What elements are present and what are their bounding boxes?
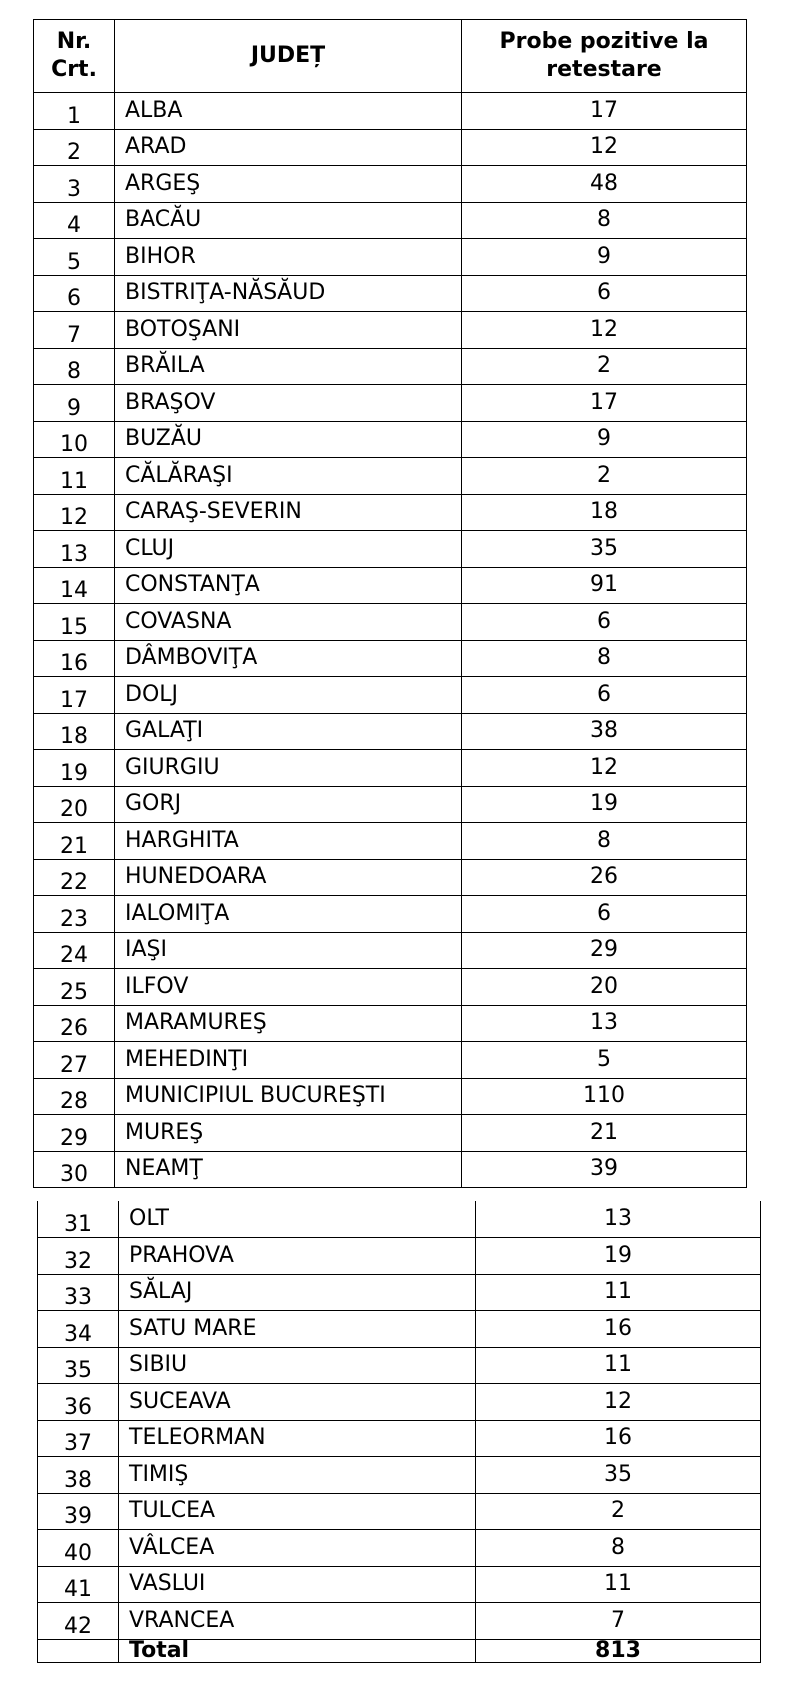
row-value-cell: 35 bbox=[476, 1457, 761, 1494]
table-row bbox=[34, 531, 747, 568]
row-judet-cell: GORJ bbox=[115, 786, 462, 823]
row-value-cell: 11 bbox=[476, 1274, 761, 1311]
row-value-cell: 26 bbox=[462, 859, 747, 896]
table-row bbox=[34, 458, 747, 495]
row-judet-cell: CARAŞ-SEVERIN bbox=[115, 494, 462, 531]
row-value-cell: 8 bbox=[462, 640, 747, 677]
row-nr-cell: 13 bbox=[34, 531, 115, 568]
table-row bbox=[38, 1384, 761, 1421]
table-row bbox=[38, 1530, 761, 1567]
table-row bbox=[34, 385, 747, 422]
row-value-cell: 7 bbox=[476, 1603, 761, 1640]
row-judet-cell: GIURGIU bbox=[115, 750, 462, 787]
row-judet-cell: VASLUI bbox=[119, 1566, 476, 1603]
table-row bbox=[34, 969, 747, 1006]
table-row bbox=[34, 786, 747, 823]
row-nr-cell: 34 bbox=[38, 1311, 119, 1348]
row-value-cell: 12 bbox=[462, 129, 747, 166]
row-nr-cell: 26 bbox=[34, 1005, 115, 1042]
row-value-cell: 2 bbox=[462, 348, 747, 385]
table-row bbox=[34, 275, 747, 312]
row-nr-cell: 27 bbox=[34, 1042, 115, 1079]
row-nr-cell: 8 bbox=[34, 348, 115, 385]
row-nr-cell: 38 bbox=[38, 1457, 119, 1494]
row-value-cell: 16 bbox=[476, 1311, 761, 1348]
table-row bbox=[34, 896, 747, 933]
row-value-cell: 9 bbox=[462, 239, 747, 276]
row-value-cell: 6 bbox=[462, 677, 747, 714]
row-value-cell: 8 bbox=[476, 1530, 761, 1567]
row-nr-cell: 18 bbox=[34, 713, 115, 750]
row-judet-cell: VÂLCEA bbox=[119, 1530, 476, 1567]
row-judet-cell: TELEORMAN bbox=[119, 1420, 476, 1457]
row-nr-cell: 15 bbox=[34, 604, 115, 641]
total-label: Total bbox=[119, 1639, 476, 1662]
row-nr-cell: 33 bbox=[38, 1274, 119, 1311]
table-row bbox=[34, 421, 747, 458]
table-row bbox=[38, 1457, 761, 1494]
row-judet-cell: SUCEAVA bbox=[119, 1384, 476, 1421]
row-nr-cell: 5 bbox=[34, 239, 115, 276]
row-judet-cell: BACĂU bbox=[115, 202, 462, 239]
row-judet-cell: MARAMUREŞ bbox=[115, 1005, 462, 1042]
row-nr-cell: 20 bbox=[34, 786, 115, 823]
row-judet-cell: SATU MARE bbox=[119, 1311, 476, 1348]
row-value-cell: 12 bbox=[476, 1384, 761, 1421]
row-nr-cell: 30 bbox=[34, 1151, 115, 1188]
row-value-cell: 17 bbox=[462, 385, 747, 422]
row-value-cell: 6 bbox=[462, 604, 747, 641]
row-nr-cell: 7 bbox=[34, 312, 115, 349]
row-nr-cell: 17 bbox=[34, 677, 115, 714]
row-judet-cell: TIMIŞ bbox=[119, 1457, 476, 1494]
row-nr-cell: 6 bbox=[34, 275, 115, 312]
row-judet-cell: SĂLAJ bbox=[119, 1274, 476, 1311]
row-nr-cell: 32 bbox=[38, 1238, 119, 1275]
table-row bbox=[34, 312, 747, 349]
row-judet-cell: ARGEŞ bbox=[115, 166, 462, 203]
county-table-part-2 bbox=[37, 1201, 761, 1663]
row-value-cell: 91 bbox=[462, 567, 747, 604]
table-row bbox=[34, 93, 747, 130]
row-judet-cell: CLUJ bbox=[115, 531, 462, 568]
row-judet-cell: DÂMBOVIŢA bbox=[115, 640, 462, 677]
row-nr-cell: 19 bbox=[34, 750, 115, 787]
row-value-cell: 8 bbox=[462, 202, 747, 239]
row-value-cell: 12 bbox=[462, 312, 747, 349]
row-value-cell: 12 bbox=[462, 750, 747, 787]
row-value-cell: 8 bbox=[462, 823, 747, 860]
row-value-cell: 9 bbox=[462, 421, 747, 458]
row-nr-cell: 1 bbox=[34, 93, 115, 130]
row-nr-cell: 14 bbox=[34, 567, 115, 604]
row-value-cell: 20 bbox=[462, 969, 747, 1006]
row-nr-cell: 28 bbox=[34, 1078, 115, 1115]
row-nr-cell: 24 bbox=[34, 932, 115, 969]
row-judet-cell: MUREŞ bbox=[115, 1115, 462, 1152]
table-row bbox=[34, 166, 747, 203]
table-row bbox=[34, 567, 747, 604]
row-judet-cell: COVASNA bbox=[115, 604, 462, 641]
row-nr-cell: 25 bbox=[34, 969, 115, 1006]
row-nr-cell: 37 bbox=[38, 1420, 119, 1457]
row-judet-cell: PRAHOVA bbox=[119, 1238, 476, 1275]
row-value-cell: 13 bbox=[462, 1005, 747, 1042]
row-nr-cell: 3 bbox=[34, 166, 115, 203]
row-judet-cell: NEAMŢ bbox=[115, 1151, 462, 1188]
row-nr-cell: 35 bbox=[38, 1347, 119, 1384]
row-value-cell: 11 bbox=[476, 1347, 761, 1384]
table-row bbox=[38, 1603, 761, 1640]
row-judet-cell: HARGHITA bbox=[115, 823, 462, 860]
table-row bbox=[34, 1042, 747, 1079]
table-header-row bbox=[34, 20, 747, 93]
row-value-cell: 39 bbox=[462, 1151, 747, 1188]
row-value-cell: 6 bbox=[462, 896, 747, 933]
row-value-cell: 29 bbox=[462, 932, 747, 969]
row-judet-cell: CONSTANŢA bbox=[115, 567, 462, 604]
row-value-cell: 17 bbox=[462, 93, 747, 130]
table-row bbox=[34, 713, 747, 750]
row-nr-cell: 39 bbox=[38, 1493, 119, 1530]
row-judet-cell: BOTOŞANI bbox=[115, 312, 462, 349]
row-nr-cell: 9 bbox=[34, 385, 115, 422]
table-row bbox=[34, 348, 747, 385]
row-nr-cell: 22 bbox=[34, 859, 115, 896]
row-nr-cell: 31 bbox=[38, 1201, 119, 1238]
row-value-cell: 2 bbox=[476, 1493, 761, 1530]
county-table-part-1 bbox=[33, 19, 747, 1188]
row-nr-cell: 41 bbox=[38, 1566, 119, 1603]
table-row bbox=[38, 1420, 761, 1457]
row-value-cell: 110 bbox=[462, 1078, 747, 1115]
table-row bbox=[34, 494, 747, 531]
row-nr-cell: 23 bbox=[34, 896, 115, 933]
table-row bbox=[34, 604, 747, 641]
table-row bbox=[38, 1238, 761, 1275]
table-row bbox=[34, 1078, 747, 1115]
row-nr-cell: 40 bbox=[38, 1530, 119, 1567]
row-value-cell: 5 bbox=[462, 1042, 747, 1079]
row-value-cell: 2 bbox=[462, 458, 747, 495]
row-nr-cell: 10 bbox=[34, 421, 115, 458]
row-nr-cell: 29 bbox=[34, 1115, 115, 1152]
table-row bbox=[34, 932, 747, 969]
table-row bbox=[38, 1311, 761, 1348]
row-value-cell: 19 bbox=[476, 1238, 761, 1275]
row-nr-cell: 4 bbox=[34, 202, 115, 239]
table-row bbox=[38, 1566, 761, 1603]
row-nr-cell: 36 bbox=[38, 1384, 119, 1421]
row-judet-cell: OLT bbox=[119, 1201, 476, 1238]
row-value-cell: 13 bbox=[476, 1201, 761, 1238]
row-value-cell: 18 bbox=[462, 494, 747, 531]
row-nr-cell: 2 bbox=[34, 129, 115, 166]
row-value-cell: 21 bbox=[462, 1115, 747, 1152]
row-judet-cell: BRAŞOV bbox=[115, 385, 462, 422]
table-row bbox=[34, 640, 747, 677]
row-nr-cell: 11 bbox=[34, 458, 115, 495]
total-value: 813 bbox=[476, 1639, 761, 1662]
table-row bbox=[34, 1005, 747, 1042]
table-row bbox=[38, 1493, 761, 1530]
row-judet-cell: BUZĂU bbox=[115, 421, 462, 458]
row-value-cell: 6 bbox=[462, 275, 747, 312]
row-value-cell: 48 bbox=[462, 166, 747, 203]
row-value-cell: 16 bbox=[476, 1420, 761, 1457]
row-judet-cell: ALBA bbox=[115, 93, 462, 130]
table-row bbox=[38, 1274, 761, 1311]
row-judet-cell: VRANCEA bbox=[119, 1603, 476, 1640]
table-row bbox=[34, 1115, 747, 1152]
row-value-cell: 19 bbox=[462, 786, 747, 823]
row-value-cell: 35 bbox=[462, 531, 747, 568]
table-row bbox=[38, 1347, 761, 1384]
table-row bbox=[34, 750, 747, 787]
header-nr-crt: Nr. Crt. bbox=[34, 20, 115, 93]
table-row bbox=[34, 202, 747, 239]
row-judet-cell: DOLJ bbox=[115, 677, 462, 714]
row-nr-cell: 42 bbox=[38, 1603, 119, 1640]
total-nr-cell bbox=[38, 1639, 119, 1662]
table-row bbox=[38, 1201, 761, 1238]
table-row bbox=[34, 239, 747, 276]
row-judet-cell: SIBIU bbox=[119, 1347, 476, 1384]
row-judet-cell: HUNEDOARA bbox=[115, 859, 462, 896]
row-judet-cell: MUNICIPIUL BUCUREŞTI bbox=[115, 1078, 462, 1115]
row-judet-cell: TULCEA bbox=[119, 1493, 476, 1530]
header-judet: JUDEȚ bbox=[115, 20, 462, 93]
row-nr-cell: 12 bbox=[34, 494, 115, 531]
table-row bbox=[34, 823, 747, 860]
row-judet-cell: GALAŢI bbox=[115, 713, 462, 750]
table-row bbox=[34, 859, 747, 896]
row-judet-cell: BRĂILA bbox=[115, 348, 462, 385]
row-nr-cell: 21 bbox=[34, 823, 115, 860]
table-row bbox=[34, 677, 747, 714]
row-judet-cell: IALOMIŢA bbox=[115, 896, 462, 933]
total-row bbox=[38, 1639, 761, 1662]
header-probe-pozitive: Probe pozitive la retestare bbox=[462, 20, 747, 93]
row-nr-cell: 16 bbox=[34, 640, 115, 677]
row-judet-cell: BIHOR bbox=[115, 239, 462, 276]
table-row bbox=[34, 1151, 747, 1188]
row-judet-cell: MEHEDINŢI bbox=[115, 1042, 462, 1079]
row-value-cell: 38 bbox=[462, 713, 747, 750]
row-judet-cell: CĂLĂRAŞI bbox=[115, 458, 462, 495]
row-value-cell: 11 bbox=[476, 1566, 761, 1603]
row-judet-cell: ARAD bbox=[115, 129, 462, 166]
row-judet-cell: ILFOV bbox=[115, 969, 462, 1006]
row-judet-cell: IAŞI bbox=[115, 932, 462, 969]
row-judet-cell: BISTRIŢA-NĂSĂUD bbox=[115, 275, 462, 312]
table-row bbox=[34, 129, 747, 166]
